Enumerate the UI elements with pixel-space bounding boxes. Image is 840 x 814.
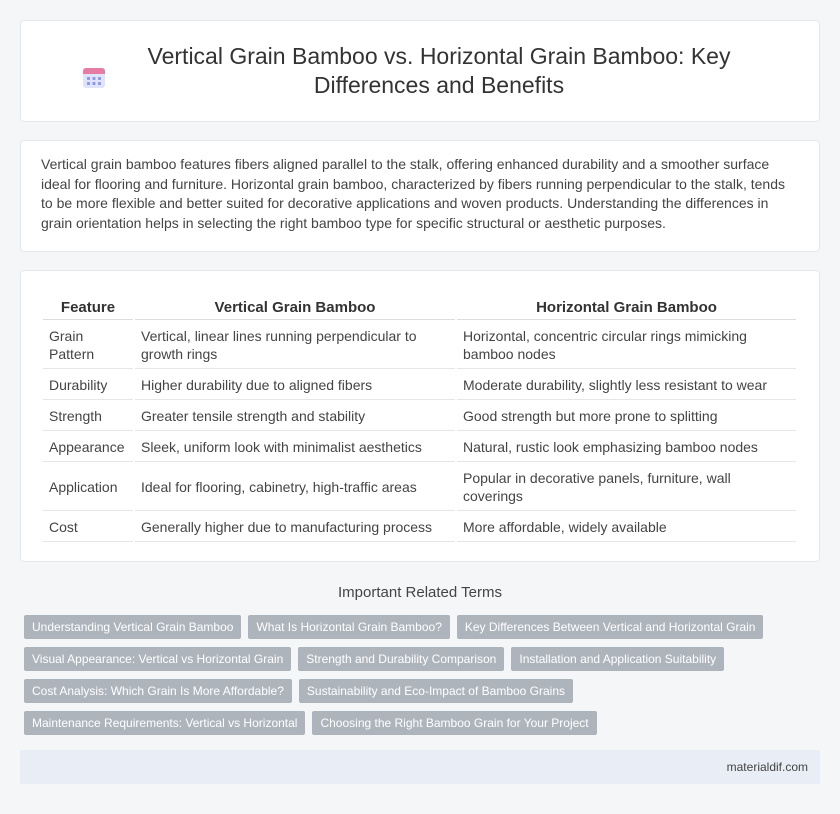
- vertical-cell: Higher durability due to aligned fibers: [135, 371, 455, 400]
- feature-cell: Appearance: [43, 433, 133, 462]
- page-title: Vertical Grain Bamboo vs. Horizontal Grain Bamboo: Key Differences and Benefits: [147, 43, 731, 98]
- comparison-table-card: [20, 270, 820, 562]
- related-term-tag[interactable]: Visual Appearance: Vertical vs Horizontal Grain: [24, 647, 291, 671]
- title-card: [20, 20, 820, 122]
- tag-row: [24, 711, 824, 735]
- table-header-row: [43, 295, 796, 320]
- vertical-cell: Sleek, uniform look with minimalist aesthetics: [135, 433, 455, 462]
- vertical-cell: Greater tensile strength and stability: [135, 402, 455, 431]
- tag-row: [24, 679, 824, 703]
- table-row: [43, 464, 796, 511]
- horizontal-cell: Popular in decorative panels, furniture, wall coverings: [457, 464, 796, 511]
- tag-row: [24, 647, 824, 671]
- horizontal-cell: Natural, rustic look emphasizing bamboo nodes: [457, 433, 796, 462]
- table-row: [43, 371, 796, 400]
- comparison-table: [41, 293, 798, 544]
- feature-cell: Strength: [43, 402, 133, 431]
- feature-cell: Cost: [43, 513, 133, 542]
- column-header-feature: Feature: [43, 295, 133, 320]
- horizontal-cell: Moderate durability, slightly less resistant to wear: [457, 371, 796, 400]
- intro-card: [20, 140, 820, 252]
- column-header-horizontal: Horizontal Grain Bamboo: [457, 295, 796, 320]
- table-row: [43, 322, 796, 369]
- table-row: [43, 433, 796, 462]
- related-term-tag[interactable]: Understanding Vertical Grain Bamboo: [24, 615, 241, 639]
- related-terms-tags: [24, 615, 824, 743]
- table-row: [43, 402, 796, 431]
- footer-site-link[interactable]: materialdif.com: [726, 760, 808, 774]
- intro-paragraph: Vertical grain bamboo features fibers aligned parallel to the stalk, offering enhanced durability and a smoother surface ideal for flooring and furniture. Horizontal grain bamboo, characterized by fibers running perpendicular to the stalk, tends to be more flexible and better suited for decorative applications and woven products. Understanding the differences in grain orientation helps in selecting the right bamboo type for specific structural or aesthetic purposes.: [41, 156, 785, 231]
- footer: [20, 750, 820, 784]
- vertical-cell: Ideal for flooring, cabinetry, high-traffic areas: [135, 464, 455, 511]
- related-term-tag[interactable]: What Is Horizontal Grain Bamboo?: [248, 615, 449, 639]
- related-term-tag[interactable]: Cost Analysis: Which Grain Is More Affordable?: [24, 679, 292, 703]
- feature-cell: Grain Pattern: [43, 322, 133, 369]
- vertical-cell: Generally higher due to manufacturing process: [135, 513, 455, 542]
- related-term-tag[interactable]: Installation and Application Suitability: [511, 647, 724, 671]
- related-term-tag[interactable]: Maintenance Requirements: Vertical vs Horizontal: [24, 711, 305, 735]
- calendar-icon: [81, 64, 107, 90]
- related-term-tag[interactable]: Key Differences Between Vertical and Horizontal Grain: [457, 615, 764, 639]
- horizontal-cell: Good strength but more prone to splitting: [457, 402, 796, 431]
- horizontal-cell: More affordable, widely available: [457, 513, 796, 542]
- column-header-vertical: Vertical Grain Bamboo: [135, 295, 455, 320]
- vertical-cell: Vertical, linear lines running perpendicular to growth rings: [135, 322, 455, 369]
- tag-row: [24, 615, 824, 639]
- horizontal-cell: Horizontal, concentric circular rings mimicking bamboo nodes: [457, 322, 796, 369]
- feature-cell: Application: [43, 464, 133, 511]
- related-term-tag[interactable]: Strength and Durability Comparison: [298, 647, 504, 671]
- feature-cell: Durability: [43, 371, 133, 400]
- related-terms-heading: Important Related Terms: [338, 584, 502, 601]
- table-row: [43, 513, 796, 542]
- related-term-tag[interactable]: Sustainability and Eco-Impact of Bamboo Grains: [299, 679, 573, 703]
- related-term-tag[interactable]: Choosing the Right Bamboo Grain for Your Project: [312, 711, 596, 735]
